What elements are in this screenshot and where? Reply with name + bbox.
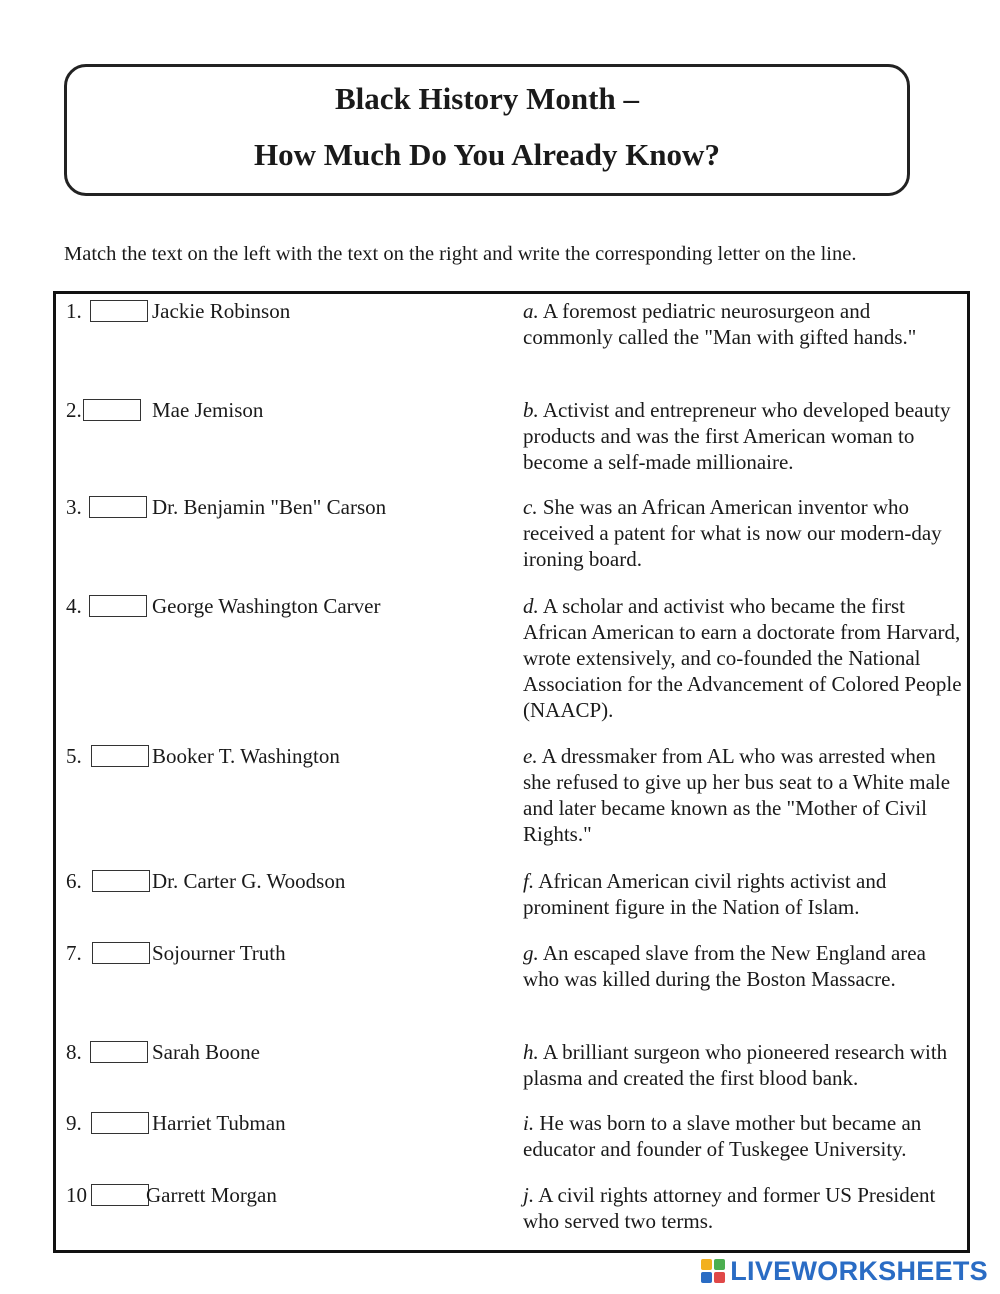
answer-blank-3[interactable] [89, 496, 147, 518]
page-subtitle: How Much Do You Already Know? [254, 137, 720, 172]
liveworksheets-logo-icon [700, 1258, 726, 1284]
answer-blank-6[interactable] [92, 870, 150, 892]
item-number: 2. [66, 398, 82, 422]
description [523, 298, 963, 350]
liveworksheets-brand [700, 1254, 988, 1288]
description-text: African American civil rights activist and prominent figure in the Nation of Islam. [523, 869, 887, 919]
description-text: A brilliant surgeon who pioneered research with plasma and created the first blood bank. [523, 1040, 948, 1090]
description-text: An escaped slave from the New England area who was killed during the Boston Massacre. [523, 941, 926, 991]
person-name: Dr. Benjamin "Ben" Carson [152, 495, 387, 519]
item-number: 9. [66, 1111, 82, 1135]
description-text: A scholar and activist who became the first African American to earn a doctorate from Harvard, wrote extensively, and co-founded the National Association for the Advancement of Colored People (NAACP). [523, 594, 962, 722]
brand-name: LIVEWORKSHEETS [730, 1255, 988, 1286]
person-name: Harriet Tubman [152, 1111, 286, 1135]
person-name: George Washington Carver [152, 594, 381, 618]
instructions: Match the text on the left with the text on the right and write the corresponding letter on the line. [64, 243, 857, 265]
description-letter: i. [523, 1111, 535, 1135]
matching-table [53, 291, 970, 1253]
description-letter: h. [523, 1040, 539, 1064]
title-box [64, 64, 910, 196]
answer-blank-4[interactable] [89, 595, 147, 617]
answer-blank-2[interactable] [83, 399, 141, 421]
item-number: 6. [66, 869, 82, 893]
description-text: A dressmaker from AL who was arrested when she refused to give up her bus seat to a White male and later became known as the "Mother of Civil Rights." [523, 744, 951, 846]
answer-blank-10[interactable] [91, 1184, 149, 1206]
answer-blank-9[interactable] [91, 1112, 149, 1134]
item-number: 8. [66, 1040, 82, 1064]
description [523, 743, 963, 847]
description-text: She was an African American inventor who received a patent for what is now our modern-day ironing board. [523, 495, 942, 571]
description-letter: j. [523, 1183, 535, 1207]
person-name: Dr. Carter G. Woodson [152, 869, 346, 893]
description-letter: f. [523, 869, 535, 893]
answer-blank-1[interactable] [90, 300, 148, 322]
item-number: 3. [66, 495, 82, 519]
item-number: 10 [66, 1183, 87, 1207]
description [523, 1110, 963, 1162]
description-letter: b. [523, 398, 539, 422]
page-title: Black History Month – [335, 81, 639, 116]
description-letter: a. [523, 299, 539, 323]
item-number: 4. [66, 594, 82, 618]
answer-blank-5[interactable] [91, 745, 149, 767]
person-name: Mae Jemison [152, 398, 264, 422]
person-name: Jackie Robinson [152, 299, 291, 323]
item-number: 5. [66, 744, 82, 768]
person-name: Garrett Morgan [146, 1183, 277, 1207]
answer-blank-8[interactable] [90, 1041, 148, 1063]
answer-blank-7[interactable] [92, 942, 150, 964]
description-letter: d. [523, 594, 539, 618]
person-name: Booker T. Washington [152, 744, 340, 768]
description [523, 940, 963, 992]
description-letter: g. [523, 941, 539, 965]
description-letter: c. [523, 495, 538, 519]
description [523, 397, 963, 475]
description [523, 593, 963, 723]
description [523, 1182, 963, 1234]
person-name: Sojourner Truth [152, 941, 286, 965]
description-text: Activist and entrepreneur who developed beauty products and was the first American woman to become a self-made millionaire. [523, 398, 951, 474]
description [523, 868, 963, 920]
item-number: 1. [66, 299, 82, 323]
description-letter: e. [523, 744, 538, 768]
person-name: Sarah Boone [152, 1040, 260, 1064]
description-text: A civil rights attorney and former US President who served two terms. [523, 1183, 936, 1233]
description [523, 1039, 963, 1091]
description-text: A foremost pediatric neurosurgeon and commonly called the "Man with gifted hands." [523, 299, 917, 349]
description-text: He was born to a slave mother but became an educator and founder of Tuskegee University. [523, 1111, 922, 1161]
description [523, 494, 963, 572]
item-number: 7. [66, 941, 82, 965]
